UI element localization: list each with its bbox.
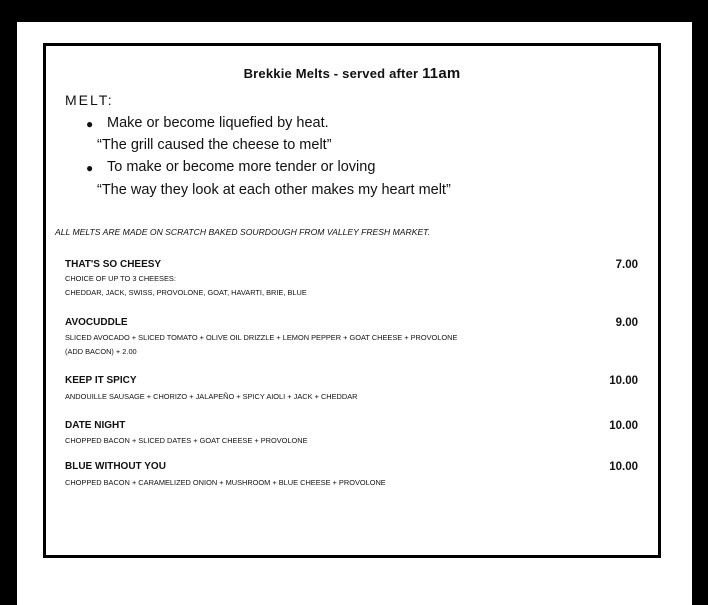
menu-item-price: 10.00 <box>609 420 638 432</box>
title-part-melts: Melts <box>295 66 330 81</box>
menu-item-desc: CHOICE OF UP TO 3 CHEESES: <box>65 274 176 283</box>
menu-item-desc: CHEDDAR, JACK, SWISS, PROVOLONE, GOAT, HAVARTI, BRIE, BLUE <box>65 288 307 297</box>
definition-text-2: To make or become more tender or loving <box>107 159 376 175</box>
menu-item-name: THAT'S SO CHEESY <box>65 259 162 270</box>
menu-item-price: 10.00 <box>609 375 638 387</box>
definition-word: MELT: <box>65 92 114 108</box>
menu-item-price: 9.00 <box>615 317 638 329</box>
menu-item-price: 7.00 <box>615 259 638 271</box>
menu-item-price: 10.00 <box>609 461 638 473</box>
definition-text-1: Make or become liquefied by heat. <box>107 115 329 131</box>
definition-example-1: “The grill caused the cheese to melt” <box>97 137 332 153</box>
menu-item-desc: ANDOUILLE SAUSAGE + CHORIZO + JALAPEÑO + SPICY AIOLI + JACK + CHEDDAR <box>65 392 358 401</box>
title-part-mid: - served after <box>330 66 423 81</box>
document-page <box>17 22 692 605</box>
sourdough-note: ALL MELTS ARE MADE ON SCRATCH BAKED SOURDOUGH FROM VALLEY FRESH MARKET. <box>55 227 431 237</box>
menu-item-name: AVOCUDDLE <box>65 317 128 328</box>
menu-frame <box>43 43 661 558</box>
definition-example-2: “The way they look at each other makes my heart melt” <box>97 182 451 198</box>
menu-item-desc: CHOPPED BACON + CARAMELIZED ONION + MUSHROOM + BLUE CHEESE + PROVOLONE <box>65 478 386 487</box>
menu-item-name: BLUE WITHOUT YOU <box>65 461 166 472</box>
menu-item-name: KEEP IT SPICY <box>65 375 137 386</box>
menu-item-desc: (ADD BACON) + 2.00 <box>65 347 137 356</box>
bullet-dot-icon: ● <box>86 117 94 131</box>
menu-item-desc: CHOPPED BACON + SLICED DATES + GOAT CHEESE + PROVOLONE <box>65 436 308 445</box>
title-part-prefix: Brekkie <box>243 66 296 81</box>
menu-item-name: DATE NIGHT <box>65 420 126 431</box>
menu-item-desc: SLICED AVOCADO + SLICED TOMATO + OLIVE OIL DRIZZLE + LEMON PEPPER + GOAT CHEESE + PROVOLONE <box>65 333 458 342</box>
bullet-dot-icon: ● <box>86 161 94 175</box>
title-part-time: 11am <box>422 65 461 82</box>
menu-title <box>46 65 658 82</box>
